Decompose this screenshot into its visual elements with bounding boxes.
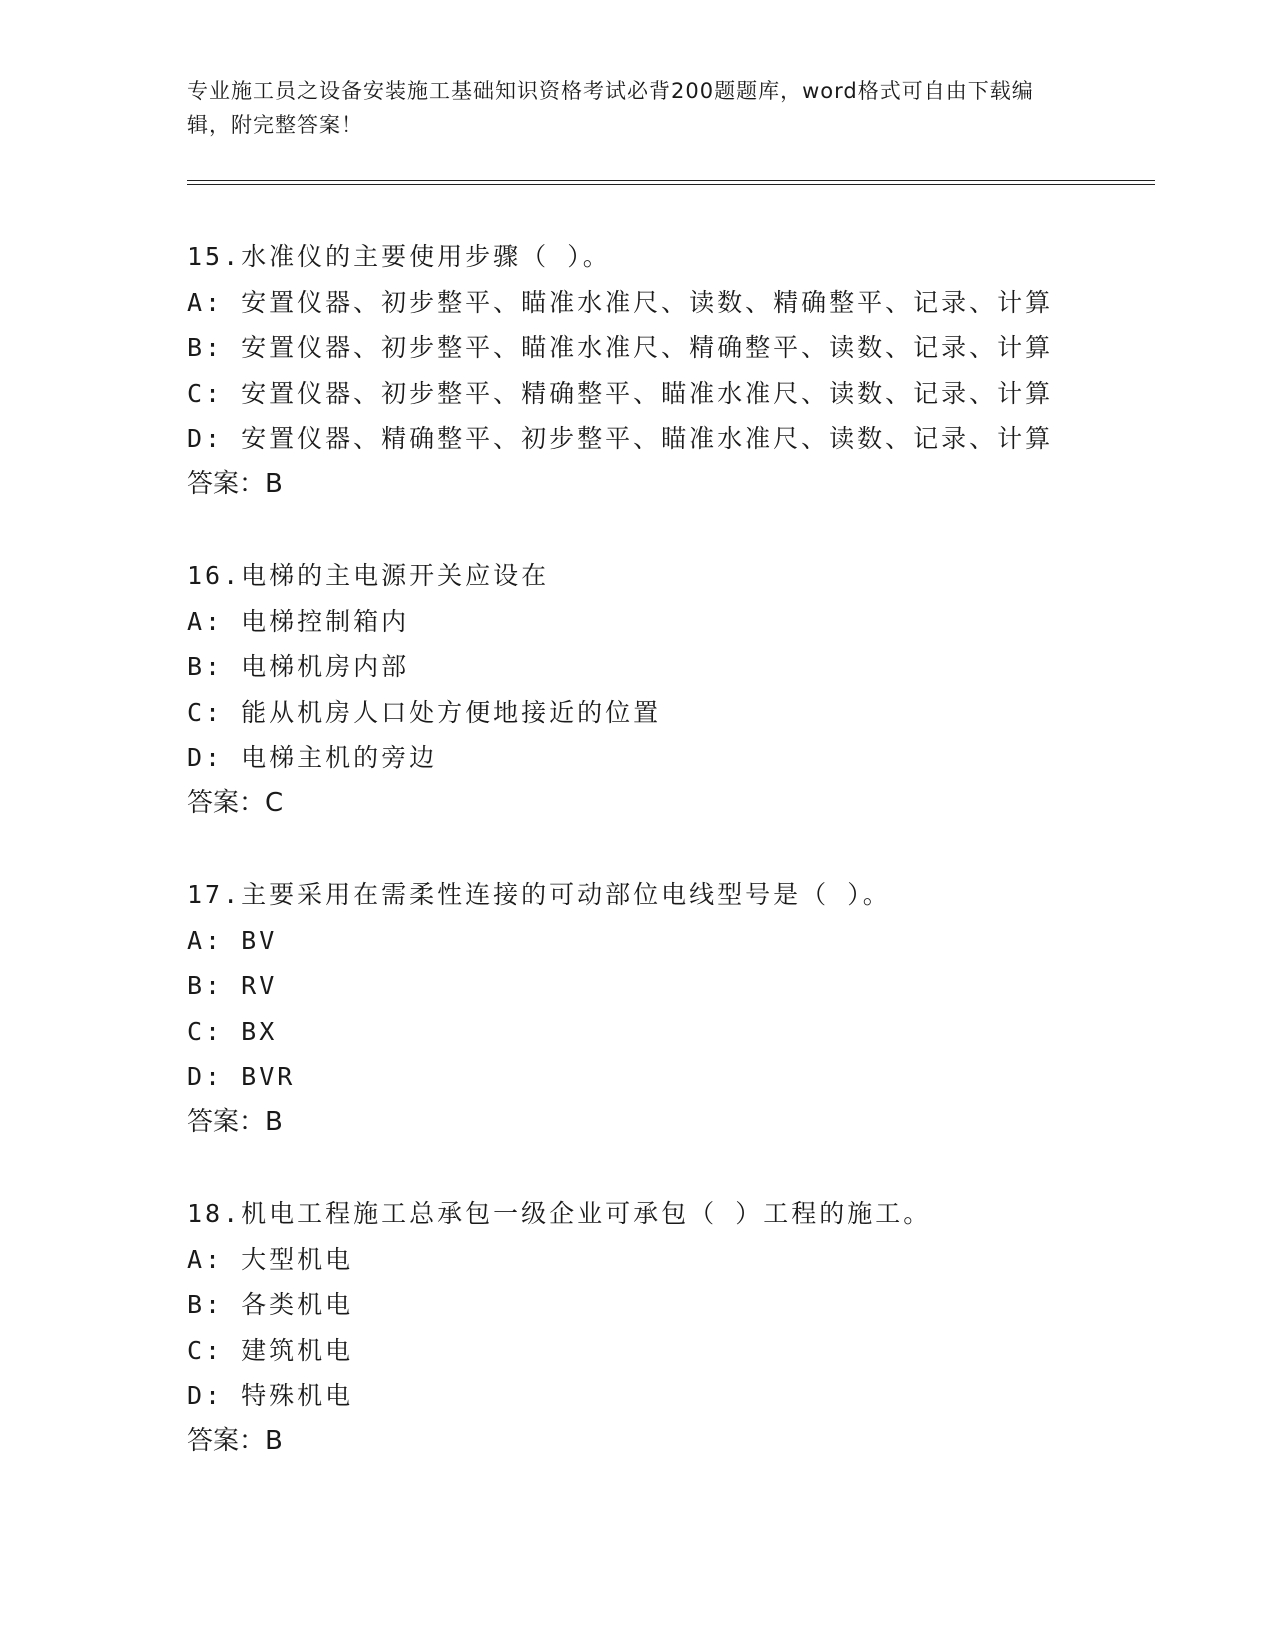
option-d: D: 电梯主机的旁边 (187, 743, 438, 772)
option-a: A: 电梯控制箱内 (187, 606, 410, 636)
option-c: C: 能从机房人口处方便地接近的位置 (187, 697, 662, 727)
option-a: A: BV (187, 925, 278, 955)
answer-line: 答案：B (187, 1425, 283, 1456)
answer-line: 答案：C (187, 787, 284, 818)
question-16 (187, 553, 1155, 826)
option-b: B: 安置仪器、初步整平、瞄准水准尺、精确整平、读数、记录、计算 (187, 333, 1054, 362)
option-d: D: 特殊机电 (187, 1381, 354, 1410)
question-17 (187, 872, 1155, 1145)
option-c: C: 建筑机电 (187, 1335, 354, 1365)
option-c: C: BX (187, 1016, 278, 1046)
document-header: 专业施工员之设备安装施工基础知识资格考试必背200题题库，word格式可自由下载编辑，附完整答案！ (187, 79, 1034, 137)
header-divider-bottom (187, 184, 1155, 185)
answer-line: 答案：B (187, 468, 283, 499)
question-18 (187, 1191, 1155, 1464)
question-title: 16.电梯的主电源开关应设在 (187, 561, 550, 590)
option-c: C: 安置仪器、初步整平、精确整平、瞄准水准尺、读数、记录、计算 (187, 378, 1054, 408)
option-b: B: RV (187, 971, 278, 1000)
option-d: D: 安置仪器、精确整平、初步整平、瞄准水准尺、读数、记录、计算 (187, 424, 1054, 453)
option-a: A: 大型机电 (187, 1244, 354, 1274)
option-b: B: 电梯机房内部 (187, 652, 410, 681)
option-a: A: 安置仪器、初步整平、瞄准水准尺、读数、精确整平、记录、计算 (187, 287, 1054, 317)
question-15 (187, 234, 1155, 507)
question-title: 17.主要采用在需柔性连接的可动部位电线型号是（ ）。 (187, 880, 891, 909)
question-title: 18.机电工程施工总承包一级企业可承包（ ）工程的施工。 (187, 1199, 932, 1228)
header-divider-top (187, 180, 1155, 181)
question-title: 15.水准仪的主要使用步骤（ ）。 (187, 242, 611, 271)
option-b: B: 各类机电 (187, 1290, 354, 1319)
option-d: D: BVR (187, 1062, 296, 1091)
answer-line: 答案：B (187, 1106, 283, 1137)
